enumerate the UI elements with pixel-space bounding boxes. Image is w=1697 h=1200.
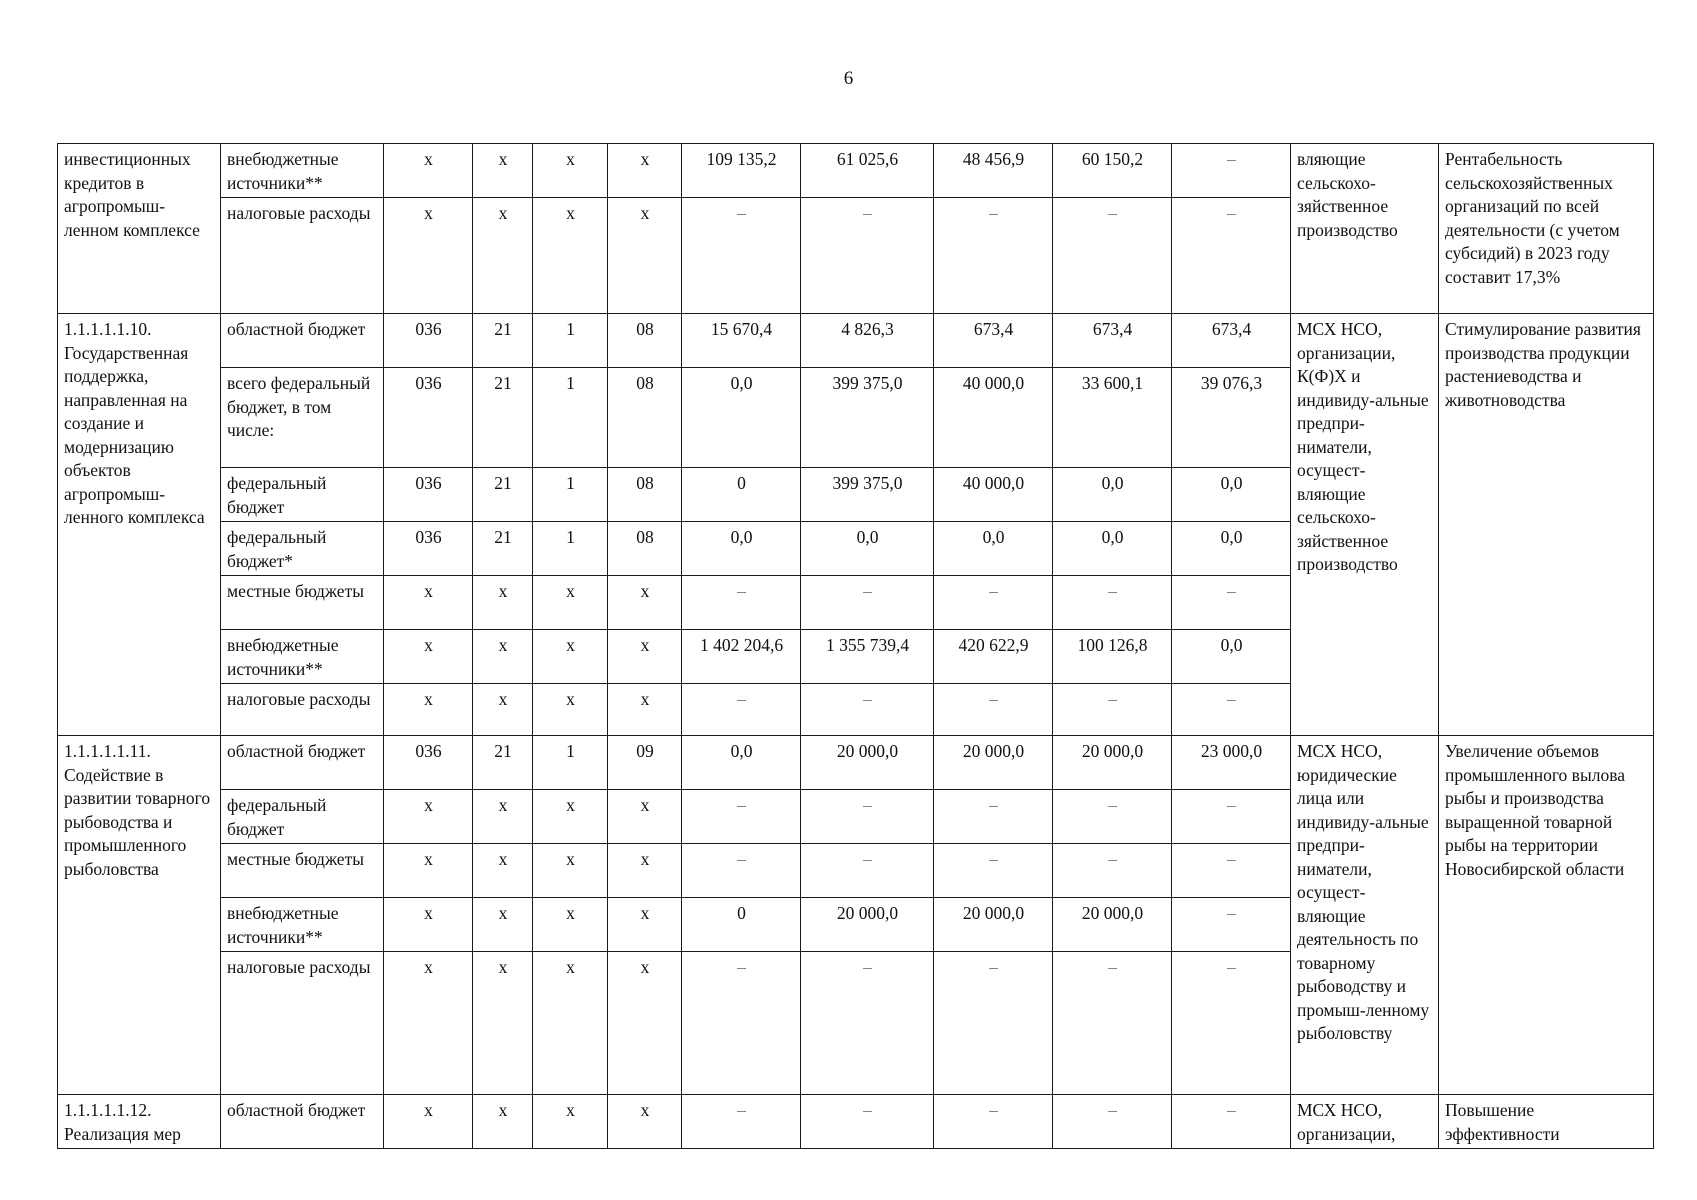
budget-code-cell: x bbox=[384, 952, 473, 1095]
amount-cell: – bbox=[682, 1095, 801, 1149]
amount-cell: 1 402 204,6 bbox=[682, 630, 801, 684]
budget-code-cell: 21 bbox=[473, 736, 533, 790]
amount-cell: 399 375,0 bbox=[801, 368, 934, 468]
budget-code-cell: x bbox=[533, 198, 608, 314]
expected-result-cell: Повышение эффективности bbox=[1439, 1095, 1654, 1149]
budget-code-cell: 036 bbox=[384, 468, 473, 522]
budget-code-cell: 036 bbox=[384, 368, 473, 468]
amount-cell: – bbox=[1053, 790, 1172, 844]
measure-name-cell: 1.1.1.1.1.11. Содействие в развитии товарного рыбоводства и промышленного рыболовства bbox=[58, 736, 221, 1095]
amount-cell: – bbox=[934, 576, 1053, 630]
amount-cell: 20 000,0 bbox=[1053, 736, 1172, 790]
budget-code-cell: x bbox=[473, 684, 533, 736]
table-row bbox=[58, 144, 1654, 198]
budget-code-cell: x bbox=[533, 952, 608, 1095]
budget-code-cell: x bbox=[384, 144, 473, 198]
amount-cell: 48 456,9 bbox=[934, 144, 1053, 198]
amount-cell: 20 000,0 bbox=[1053, 898, 1172, 952]
budget-code-cell: x bbox=[533, 630, 608, 684]
amount-cell: 0,0 bbox=[1053, 522, 1172, 576]
amount-cell: 0,0 bbox=[1172, 468, 1291, 522]
amount-cell: 40 000,0 bbox=[934, 368, 1053, 468]
executor-cell: МСХ НСО, юридические лица или индивиду-альные предпри-ниматели, осущест-вляющие деятельность по товарному рыбоводству и промыш-ленному рыболовству bbox=[1291, 736, 1439, 1095]
amount-cell: – bbox=[1053, 1095, 1172, 1149]
funding-source-cell: налоговые расходы bbox=[221, 684, 384, 736]
budget-code-cell: 21 bbox=[473, 468, 533, 522]
budget-code-cell: x bbox=[384, 898, 473, 952]
budget-code-cell: x bbox=[384, 576, 473, 630]
amount-cell: – bbox=[1172, 576, 1291, 630]
budget-code-cell: x bbox=[533, 576, 608, 630]
budget-code-cell: x bbox=[473, 576, 533, 630]
budget-code-cell: 21 bbox=[473, 522, 533, 576]
amount-cell: 33 600,1 bbox=[1053, 368, 1172, 468]
expected-result-cell: Рентабельность сельскохозяйственных организаций по всей деятельности (с учетом субсидий) в 2023 году составит 17,3% bbox=[1439, 144, 1654, 314]
amount-cell: – bbox=[1172, 790, 1291, 844]
budget-code-cell: x bbox=[384, 684, 473, 736]
amount-cell: – bbox=[1053, 576, 1172, 630]
funding-source-cell: внебюджетные источники** bbox=[221, 630, 384, 684]
budget-code-cell: x bbox=[608, 630, 682, 684]
amount-cell: – bbox=[1172, 144, 1291, 198]
budget-code-cell: x bbox=[608, 1095, 682, 1149]
budget-code-cell: x bbox=[384, 198, 473, 314]
measure-name-cell: 1.1.1.1.1.12. Реализация мер bbox=[58, 1095, 221, 1149]
funding-source-cell: федеральный бюджет bbox=[221, 790, 384, 844]
funding-source-cell: федеральный бюджет bbox=[221, 468, 384, 522]
table-row bbox=[58, 314, 1654, 368]
budget-code-cell: x bbox=[473, 144, 533, 198]
budget-code-cell: 08 bbox=[608, 314, 682, 368]
amount-cell: 40 000,0 bbox=[934, 468, 1053, 522]
amount-cell: – bbox=[682, 952, 801, 1095]
amount-cell: – bbox=[682, 684, 801, 736]
funding-source-cell: внебюджетные источники** bbox=[221, 144, 384, 198]
funding-source-cell: налоговые расходы bbox=[221, 198, 384, 314]
budget-code-cell: x bbox=[608, 144, 682, 198]
amount-cell: – bbox=[1053, 952, 1172, 1095]
amount-cell: – bbox=[1172, 1095, 1291, 1149]
amount-cell: 100 126,8 bbox=[1053, 630, 1172, 684]
budget-code-cell: 08 bbox=[608, 522, 682, 576]
amount-cell: – bbox=[934, 684, 1053, 736]
page-number: 6 bbox=[843, 68, 854, 89]
amount-cell: 0 bbox=[682, 898, 801, 952]
budget-code-cell: x bbox=[533, 1095, 608, 1149]
budget-code-cell: 08 bbox=[608, 368, 682, 468]
amount-cell: – bbox=[1053, 198, 1172, 314]
amount-cell: – bbox=[1172, 198, 1291, 314]
budget-code-cell: 1 bbox=[533, 736, 608, 790]
amount-cell: 0,0 bbox=[801, 522, 934, 576]
budget-code-cell: 036 bbox=[384, 736, 473, 790]
executor-cell: МСХ НСО, организации, bbox=[1291, 1095, 1439, 1149]
table-row bbox=[58, 736, 1654, 790]
budget-code-cell: 21 bbox=[473, 314, 533, 368]
amount-cell: – bbox=[801, 790, 934, 844]
amount-cell: – bbox=[801, 576, 934, 630]
amount-cell: – bbox=[801, 844, 934, 898]
budget-code-cell: 09 bbox=[608, 736, 682, 790]
amount-cell: 0,0 bbox=[1053, 468, 1172, 522]
amount-cell: – bbox=[1172, 844, 1291, 898]
budget-code-cell: x bbox=[608, 898, 682, 952]
budget-code-cell: 1 bbox=[533, 522, 608, 576]
amount-cell: – bbox=[934, 844, 1053, 898]
expected-result-cell: Увеличение объемов промышленного вылова рыбы и производства выращенной товарной рыбы на территории Новосибирской области bbox=[1439, 736, 1654, 1095]
amount-cell: – bbox=[801, 198, 934, 314]
amount-cell: – bbox=[1172, 952, 1291, 1095]
budget-code-cell: x bbox=[473, 1095, 533, 1149]
budget-code-cell: x bbox=[608, 952, 682, 1095]
budget-code-cell: 21 bbox=[473, 368, 533, 468]
budget-code-cell: x bbox=[608, 844, 682, 898]
amount-cell: 0,0 bbox=[1172, 522, 1291, 576]
budget-code-cell: x bbox=[533, 684, 608, 736]
amount-cell: – bbox=[682, 790, 801, 844]
funding-source-cell: местные бюджеты bbox=[221, 576, 384, 630]
executor-cell: вляющие сельскохо-зяйственное производство bbox=[1291, 144, 1439, 314]
amount-cell: 15 670,4 bbox=[682, 314, 801, 368]
amount-cell: 60 150,2 bbox=[1053, 144, 1172, 198]
amount-cell: 61 025,6 bbox=[801, 144, 934, 198]
budget-code-cell: x bbox=[384, 844, 473, 898]
amount-cell: – bbox=[1172, 684, 1291, 736]
measure-name-cell: 1.1.1.1.1.10. Государственная поддержка, направленная на создание и модернизацию объектов агропромыш-ленного комплекса bbox=[58, 314, 221, 736]
amount-cell: 20 000,0 bbox=[801, 736, 934, 790]
expected-result-cell: Стимулирование развития производства продукции растениеводства и животноводства bbox=[1439, 314, 1654, 736]
amount-cell: – bbox=[934, 952, 1053, 1095]
amount-cell: – bbox=[682, 576, 801, 630]
budget-code-cell: x bbox=[473, 630, 533, 684]
amount-cell: 20 000,0 bbox=[934, 736, 1053, 790]
amount-cell: – bbox=[1172, 898, 1291, 952]
budget-code-cell: x bbox=[384, 630, 473, 684]
amount-cell: 420 622,9 bbox=[934, 630, 1053, 684]
budget-code-cell: x bbox=[608, 576, 682, 630]
amount-cell: – bbox=[1053, 844, 1172, 898]
budget-code-cell: 08 bbox=[608, 468, 682, 522]
budget-code-cell: x bbox=[608, 198, 682, 314]
amount-cell: – bbox=[934, 198, 1053, 314]
budget-code-cell: 1 bbox=[533, 368, 608, 468]
budget-code-cell: x bbox=[473, 198, 533, 314]
program-measures-table bbox=[57, 143, 1654, 1149]
amount-cell: 0,0 bbox=[1172, 630, 1291, 684]
amount-cell: – bbox=[1053, 684, 1172, 736]
funding-source-cell: налоговые расходы bbox=[221, 952, 384, 1095]
budget-code-cell: x bbox=[533, 144, 608, 198]
amount-cell: 0,0 bbox=[682, 368, 801, 468]
funding-source-cell: областной бюджет bbox=[221, 314, 384, 368]
budget-code-cell: x bbox=[473, 952, 533, 1095]
amount-cell: 20 000,0 bbox=[934, 898, 1053, 952]
amount-cell: 673,4 bbox=[1053, 314, 1172, 368]
budget-code-cell: x bbox=[384, 1095, 473, 1149]
amount-cell: 4 826,3 bbox=[801, 314, 934, 368]
amount-cell: – bbox=[801, 952, 934, 1095]
amount-cell: – bbox=[682, 198, 801, 314]
budget-code-cell: x bbox=[533, 790, 608, 844]
amount-cell: – bbox=[934, 1095, 1053, 1149]
funding-source-cell: федеральный бюджет* bbox=[221, 522, 384, 576]
budget-code-cell: x bbox=[533, 844, 608, 898]
budget-code-cell: x bbox=[608, 684, 682, 736]
amount-cell: 20 000,0 bbox=[801, 898, 934, 952]
amount-cell: 23 000,0 bbox=[1172, 736, 1291, 790]
budget-code-cell: x bbox=[608, 790, 682, 844]
executor-cell: МСХ НСО, организации, К(Ф)Х и индивиду-альные предпри-ниматели, осущест-вляющие сельскохо-зяйственное производство bbox=[1291, 314, 1439, 736]
budget-code-cell: x bbox=[384, 790, 473, 844]
amount-cell: 1 355 739,4 bbox=[801, 630, 934, 684]
funding-source-cell: внебюджетные источники** bbox=[221, 898, 384, 952]
amount-cell: 39 076,3 bbox=[1172, 368, 1291, 468]
amount-cell: – bbox=[801, 1095, 934, 1149]
budget-code-cell: 036 bbox=[384, 522, 473, 576]
amount-cell: 399 375,0 bbox=[801, 468, 934, 522]
amount-cell: 0 bbox=[682, 468, 801, 522]
amount-cell: 0,0 bbox=[682, 522, 801, 576]
amount-cell: 109 135,2 bbox=[682, 144, 801, 198]
budget-code-cell: x bbox=[473, 790, 533, 844]
table-row bbox=[58, 1095, 1654, 1149]
budget-code-cell: 036 bbox=[384, 314, 473, 368]
budget-code-cell: 1 bbox=[533, 314, 608, 368]
amount-cell: – bbox=[682, 844, 801, 898]
funding-source-cell: всего федеральный бюджет, в том числе: bbox=[221, 368, 384, 468]
amount-cell: – bbox=[801, 684, 934, 736]
amount-cell: – bbox=[934, 790, 1053, 844]
budget-code-cell: 1 bbox=[533, 468, 608, 522]
amount-cell: 0,0 bbox=[934, 522, 1053, 576]
budget-code-cell: x bbox=[533, 898, 608, 952]
amount-cell: 0,0 bbox=[682, 736, 801, 790]
amount-cell: 673,4 bbox=[1172, 314, 1291, 368]
budget-code-cell: x bbox=[473, 844, 533, 898]
amount-cell: 673,4 bbox=[934, 314, 1053, 368]
funding-source-cell: областной бюджет bbox=[221, 1095, 384, 1149]
funding-source-cell: местные бюджеты bbox=[221, 844, 384, 898]
funding-source-cell: областной бюджет bbox=[221, 736, 384, 790]
budget-code-cell: x bbox=[473, 898, 533, 952]
measure-name-cell: инвестиционных кредитов в агропромыш-ленном комплексе bbox=[58, 144, 221, 314]
